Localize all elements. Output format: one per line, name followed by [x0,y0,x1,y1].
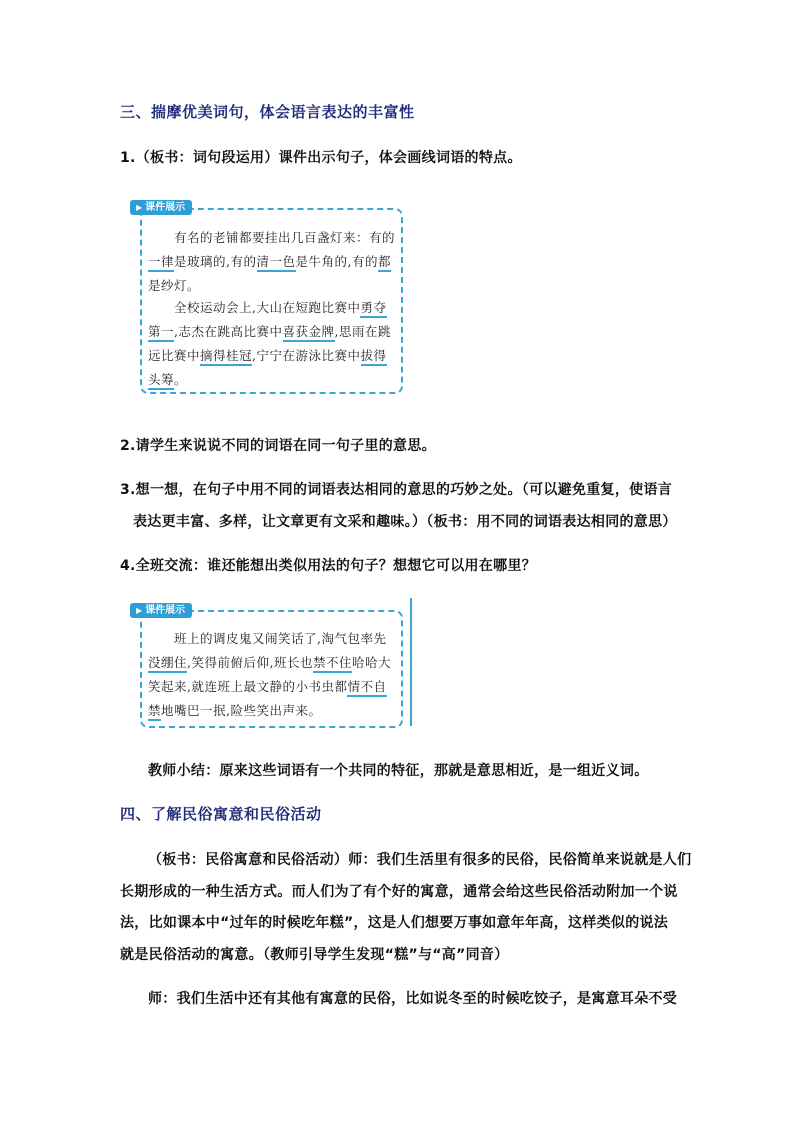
underlined-word: 情不自 [347,679,386,697]
play-triangle-icon: ▶ [136,203,143,212]
item-4: 4.全班交流：谁还能想出类似用法的句子？想想它可以用在哪里？ [120,558,537,574]
underlined-word: 清一色 [257,254,296,272]
courseware-tag-1 [130,200,192,215]
section4-p2-line1: 师：我们生活中还有其他有寓意的民俗，比如说冬至的时候吃饺子，是寓意耳朵不受 [148,991,678,1007]
section4-heading: 四、了解民俗寓意和民俗活动 [120,805,322,823]
box1-p2-line4: 头筹。 [148,370,187,388]
underlined-word: 喜获金牌 [283,324,335,342]
courseware-tag-2 [130,603,192,618]
box2-line2: 没绷住,笑得前俯后仰,班长也禁不住哈哈大 [148,653,391,671]
underlined-word: 没绷住 [148,655,187,673]
courseware-tag-label: 课件展示 [145,605,186,616]
item-3-line1: 3.想一想，在句子中用不同的词语表达相同的意思的巧妙之处。（可以避免重复，使语言 [120,482,673,498]
box2-side-rule [410,598,412,726]
section4-p1-line3: 法，比如课本中“过年的时候吃年糕”，这是人们想要万事如意年年高，这样类似的说法 [120,915,669,931]
box2-line4: 禁地嘴巴一抿,险些笑出声来。 [148,701,322,719]
play-triangle-icon: ▶ [136,606,143,615]
box2-line1: 班上的调皮鬼又闹笑话了,淘气包率先 [174,631,387,646]
item-1: 1.（板书：词句段运用）课件出示句子，体会画线词语的特点。 [120,150,522,166]
underlined-word: 一律 [148,254,174,272]
box1-p1-line3: 是纱灯。 [148,278,201,293]
box1-p2-line2: 第一,志杰在跳高比赛中喜获金牌,思雨在跳 [148,322,391,340]
courseware-tag-label: 课件展示 [145,202,186,213]
underlined-word: 勇夺 [360,300,386,318]
box2-line3: 笑起来,就连班上最文静的小书虫都情不自 [148,677,387,695]
underlined-word: 禁不住 [313,655,352,673]
item-3-line2: 表达更丰富、多样，让文章更有文采和趣味。）（板书：用不同的词语表达相同的意思） [133,514,677,530]
box1-p1-line1: 有名的老铺都要挂出几百盏灯来：有的 [174,230,396,245]
underlined-word: 头筹 [148,372,174,390]
item-2: 2.请学生来说说不同的词语在同一句子里的意思。 [120,438,436,454]
box1-p2-line3: 远比赛中摘得桂冠,宁宁在游泳比赛中拔得 [148,346,387,364]
underlined-word: 禁 [148,703,161,721]
section4-p1-line4: 就是民俗活动的寓意。（教师引导学生发现“糕”与“高”同音） [120,947,509,963]
underlined-word: 拔得 [361,348,387,366]
box1-p1-line2: 一律是玻璃的,有的清一色是牛角的,有的都 [148,252,391,270]
section4-p1-line2: 长期形成的一种生活方式。而人们为了有个好的寓意，通常会给这些民俗活动附加一个说 [120,884,678,900]
box1-p2-line1: 全校运动会上,大山在短跑比赛中勇夺 [174,298,387,316]
teacher-summary: 教师小结：原来这些词语有一个共同的特征，那就是意思相近，是一组近义词。 [148,763,649,779]
section4-p1-line1: （板书：民俗寓意和民俗活动）师：我们生活里有很多的民俗，民俗简单来说就是人们 [148,852,692,868]
underlined-word: 第一 [148,324,174,342]
underlined-word: 都 [378,254,391,272]
section3-heading: 三、揣摩优美词句，体会语言表达的丰富性 [120,103,415,121]
underlined-word: 摘得桂冠 [200,348,252,366]
